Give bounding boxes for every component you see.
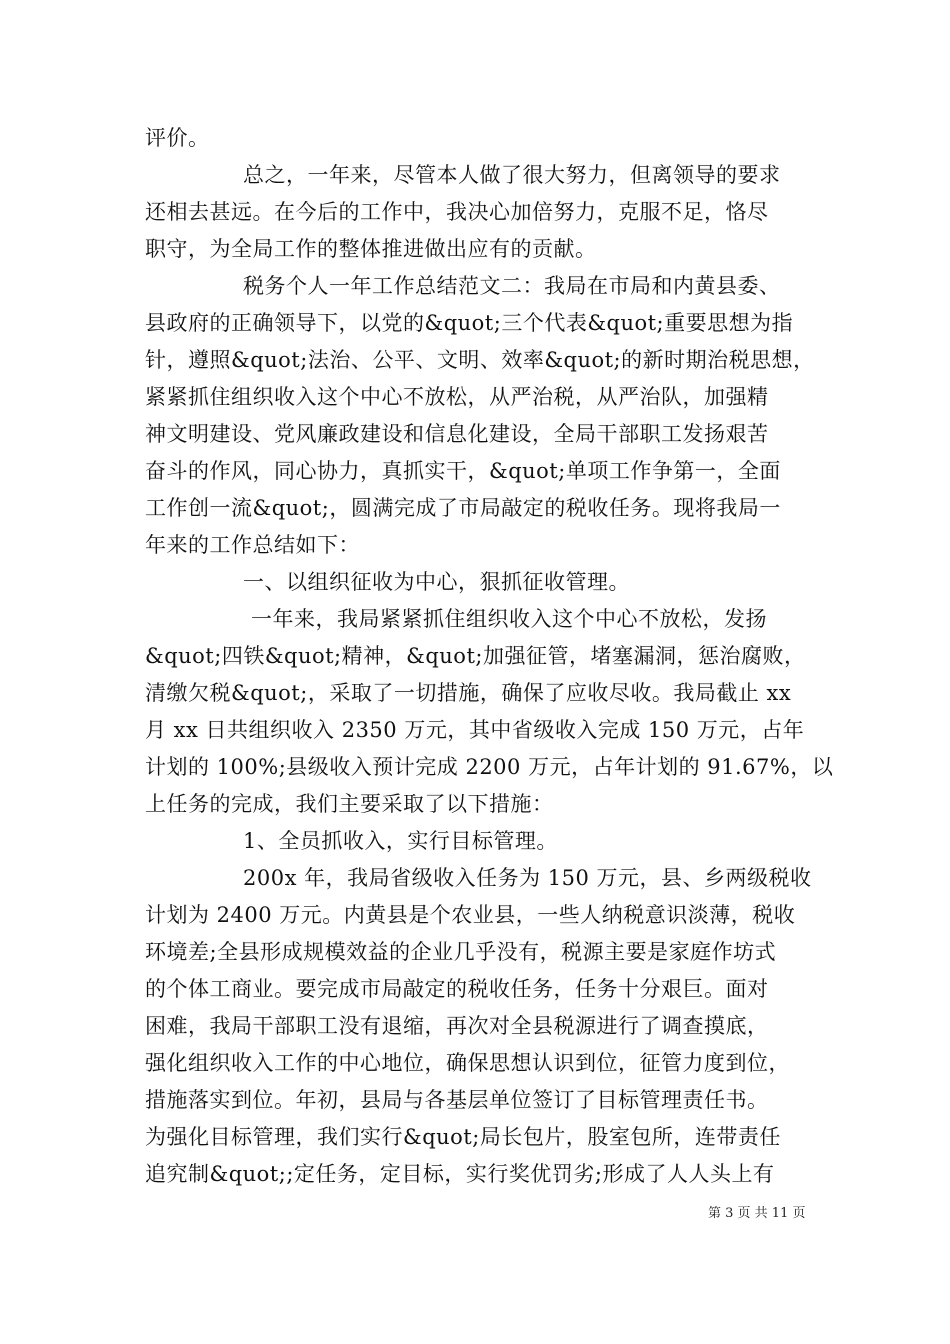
text-line: 追究制&quot;;定任务，定目标，实行奖优罚劣;形成了人人头上有 <box>145 1162 775 1186</box>
paragraph-start-line: 一年来，我局紧紧抓住组织收入这个中心不放松，发扬 <box>251 607 767 631</box>
text-line: 职守，为全局工作的整体推进做出应有的贡献。 <box>145 237 597 261</box>
subsection-heading: 1、全员抓收入，实行目标管理。 <box>243 829 558 853</box>
text-line: 环境差;全县形成规模效益的企业几乎没有，税源主要是家庭作坊式 <box>145 940 777 964</box>
text-line: 紧紧抓住组织收入这个中心不放松，从严治税，从严治队，加强精 <box>145 385 769 409</box>
text-line: 针，遵照&quot;法治、公平、文明、效率&quot;的新时期治税思想， <box>145 348 815 372</box>
text-line: 县政府的正确领导下，以党的&quot;三个代表&quot;重要思想为指 <box>145 311 794 335</box>
text-line: 神文明建设、党风廉政建设和信息化建设，全局干部职工发扬艰苦 <box>145 422 769 446</box>
text-line: 工作创一流&quot;，圆满完成了市局敲定的税收任务。现将我局一 <box>145 496 781 520</box>
text-line: 计划的 100%;县级收入预计完成 2200 万元，占年计划的 91.67%，以 <box>145 755 834 779</box>
text-line: 还相去甚远。在今后的工作中，我决心加倍努力，克服不足，恪尽 <box>145 200 769 224</box>
text-line: 上任务的完成，我们主要采取了以下措施： <box>145 792 554 816</box>
text-line: 强化组织收入工作的中心地位，确保思想认识到位，征管力度到位， <box>145 1051 790 1075</box>
text-line: &quot;四铁&quot;精神，&quot;加强征管，堵塞漏洞，惩治腐败， <box>145 644 806 668</box>
text-line: 为强化目标管理，我们实行&quot;局长包片，股室包所，连带责任 <box>145 1125 781 1149</box>
text-line: 奋斗的作风，同心协力，真抓实干，&quot;单项工作争第一，全面 <box>145 459 781 483</box>
section-heading: 一、以组织征收为中心，狠抓征收管理。 <box>243 570 630 594</box>
text-line: 困难，我局干部职工没有退缩，再次对全县税源进行了调查摸底， <box>145 1014 769 1038</box>
text-line: 计划为 2400 万元。内黄县是个农业县，一些人纳税意识淡薄，税收 <box>145 903 796 927</box>
paragraph-start-line: 200x 年，我局省级收入任务为 150 万元，县、乡两级税收 <box>243 866 812 890</box>
text-line: 的个体工商业。要完成市局敲定的税收任务，任务十分艰巨。面对 <box>145 977 769 1001</box>
text-line: 年来的工作总结如下： <box>145 533 360 557</box>
text-line: 月 xx 日共组织收入 2350 万元，其中省级收入完成 150 万元，占年 <box>145 718 805 742</box>
text-line: 清缴欠税&quot;，采取了一切措施，确保了应收尽收。我局截止 xx <box>145 681 792 705</box>
page-number-footer: 第 3 页 共 11 页 <box>708 1206 806 1221</box>
text-line: 评价。 <box>145 126 210 150</box>
paragraph-start-line: 税务个人一年工作总结范文二：我局在市局和内黄县委、 <box>243 274 781 298</box>
text-line: 措施落实到位。年初，县局与各基层单位签订了目标管理责任书。 <box>145 1088 769 1112</box>
paragraph-start-line: 总之，一年来，尽管本人做了很大努力，但离领导的要求 <box>243 163 781 187</box>
